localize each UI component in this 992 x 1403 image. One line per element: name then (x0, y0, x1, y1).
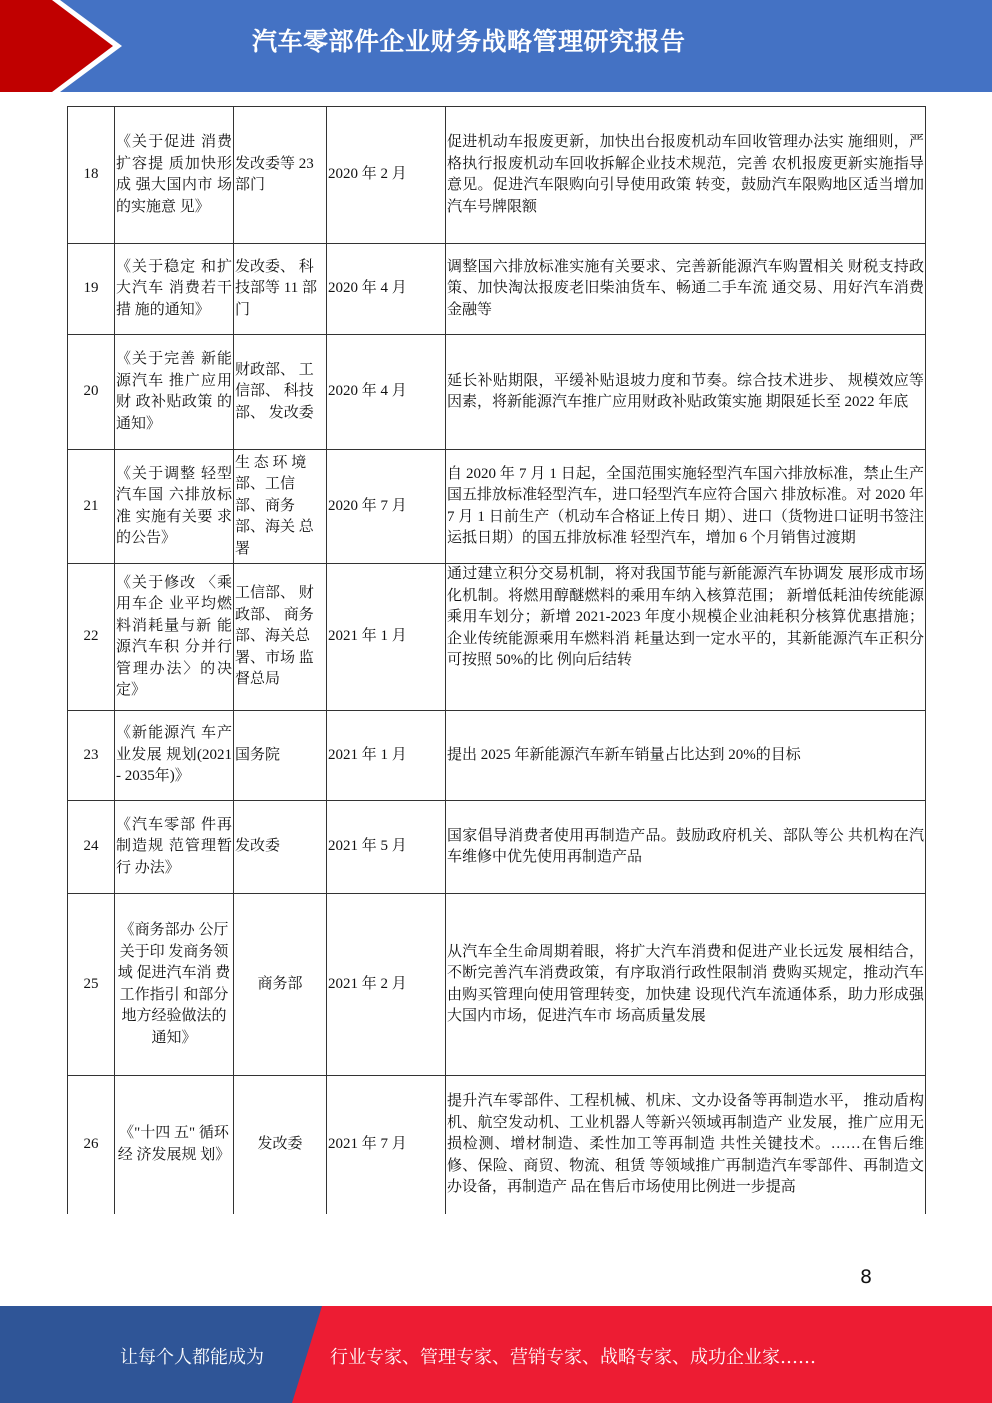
row-number: 25 (68, 894, 115, 1076)
header-banner (0, 0, 992, 92)
issuing-dept: 商务部 (234, 894, 327, 1076)
table-row (68, 711, 926, 801)
policy-name: 《关于稳定 和扩大汽车 消费若干措 施的通知》 (115, 244, 234, 335)
policy-name: 《商务部办 公厅关于印 发商务领域 促进汽车消 费工作指引 和部分地方经验做法的 通知》 (115, 894, 234, 1076)
policy-content: 从汽车全生命周期着眼，将扩大汽车消费和促进产业长远发 展相结合，不断完善汽车消费政策，有序取消行政性限制消 费购买规定，推动汽车由购买管理向使用管理转变，加快建 设现代汽车流通体系，助力形成强大国内市场，促进汽车市 场高质量发展 (446, 894, 926, 1076)
policy-content: 国家倡导消费者使用再制造产品。鼓励政府机关、部队等公 共机构在汽车维修中优先使用再制造产品 (446, 801, 926, 894)
issue-date: 2020 年 4 月 (327, 244, 446, 335)
table-row (68, 1076, 926, 1214)
policy-content: 提升汽车零部件、工程机械、机床、文办设备等再制造水平， 推动盾构机、航空发动机、工业机器人等新兴领域再制造产 业发展，推广应用无损检测、增材制造、柔性加工等再制造 共性关键技术。……在售后维修、保险、商贸、物流、租赁 等领域推广再制造汽车零部件、再制造文办设备，再制造产 品在售后市场使用比例进一步提高 (446, 1076, 926, 1214)
policy-content: 自 2020 年 7 月 1 日起，全国范围实施轻型汽车国六排放标准，禁止生产国五排放标准轻型汽车，进口轻型汽车应符合国六 排放标准。对 2020 年 7 月 1 日前生产（机动车合格证上传日 期）、进口（货物进口证明书签注运抵日期）的国五排放标准 轻型汽车，增加 6 个月销售过渡期 (446, 450, 926, 564)
table-row (68, 450, 926, 564)
table-row (68, 107, 926, 244)
policy-content: 促进机动车报废更新，加快出台报废机动车回收管理办法实 施细则，严格执行报废机动车回收拆解企业技术规范，完善 农机报废更新实施指导意见。促进汽车限购向引导使用政策 转变，鼓励汽车限购地区适当增加汽车号牌限额 (446, 107, 926, 244)
issue-date: 2020 年 2 月 (327, 107, 446, 244)
footer-banner (0, 1306, 992, 1403)
policy-table (67, 106, 926, 1214)
policy-content: 提出 2025 年新能源汽车新车销量占比达到 20%的目标 (446, 711, 926, 801)
table-row (68, 244, 926, 335)
policy-name: 《关于修改 〈乘用车企 业平均燃料消耗量与新 能源汽车积 分并行管理办法〉的决 定》 (115, 564, 234, 711)
policy-name: 《汽车零部 件再制造规 范管理暂行 办法》 (115, 801, 234, 894)
row-number: 24 (68, 801, 115, 894)
row-number: 23 (68, 711, 115, 801)
issuing-dept: 发改委 (234, 1076, 327, 1214)
policy-content: 调整国六排放标准实施有关要求、完善新能源汽车购置相关 财税支持政策、加快淘汰报废老旧柴油货车、畅通二手车流 通交易、用好汽车消费金融等 (446, 244, 926, 335)
row-number: 22 (68, 564, 115, 711)
issue-date: 2021 年 1 月 (327, 711, 446, 801)
policy-name: 《新能源汽 车产业发展 规划(2021 - 2035年)》 (115, 711, 234, 801)
footer-slogan-right: 行业专家、管理专家、营销专家、战略专家、成功企业家…… (330, 1347, 816, 1368)
policy-content: 通过建立积分交易机制，将对我国节能与新能源汽车协调发 展形成市场化机制。将燃用醇醚燃料的乘用车纳入核算范围； 新增低耗油传统能源乘用车划分；新增 2021-2023 年度小规模企业油耗积分核算优惠措施；企业传统能源乘用车燃料消 耗量达到一定水平的，其新能源汽车正积分可按照 50%的比 例向后结转 (446, 564, 926, 711)
issuing-dept: 发改委 (234, 801, 327, 894)
issuing-dept: 发改委等 23 部门 (234, 107, 327, 244)
table-row (68, 335, 926, 450)
issue-date: 2021 年 1 月 (327, 564, 446, 711)
issuing-dept: 工信部、 财政部、 商务部、海关总署、市场 监督总局 (234, 564, 327, 711)
issuing-dept: 国务院 (234, 711, 327, 801)
report-title: 汽车零部件企业财务战略管理研究报告 (252, 27, 686, 56)
issue-date: 2021 年 7 月 (327, 1076, 446, 1214)
issuing-dept: 发改委、 科技部等 11 部门 (234, 244, 327, 335)
issue-date: 2020 年 7 月 (327, 450, 446, 564)
policy-name: 《"十四 五" 循环经 济发展规 划》 (115, 1076, 234, 1214)
row-number: 21 (68, 450, 115, 564)
policy-name: 《关于调整 轻型汽车国 六排放标准 实施有关要 求的公告》 (115, 450, 234, 564)
row-number: 26 (68, 1076, 115, 1214)
footer-slogan-left: 让每个人都能成为 (120, 1347, 264, 1368)
table-row (68, 894, 926, 1076)
policy-name: 《关于促进 消费扩容提 质加快形成 强大国内市 场的实施意 见》 (115, 107, 234, 244)
issue-date: 2021 年 5 月 (327, 801, 446, 894)
policy-name: 《关于完善 新能源汽车 推广应用财 政补贴政策 的通知》 (115, 335, 234, 450)
table-row (68, 564, 926, 711)
row-number: 19 (68, 244, 115, 335)
issue-date: 2020 年 4 月 (327, 335, 446, 450)
row-number: 18 (68, 107, 115, 244)
page-number: 8 (860, 1266, 873, 1288)
row-number: 20 (68, 335, 115, 450)
issuing-dept: 财政部、 工信部、 科技部、 发改委 (234, 335, 327, 450)
table-row (68, 801, 926, 894)
policy-content: 延长补贴期限，平缓补贴退坡力度和节奏。综合技术进步、 规模效应等因素，将新能源汽车推广应用财政补贴政策实施 期限延长至 2022 年底 (446, 335, 926, 450)
issuing-dept: 生 态 环 境 部、工信 部、商务 部、海关 总署 (234, 450, 327, 564)
issue-date: 2021 年 2 月 (327, 894, 446, 1076)
